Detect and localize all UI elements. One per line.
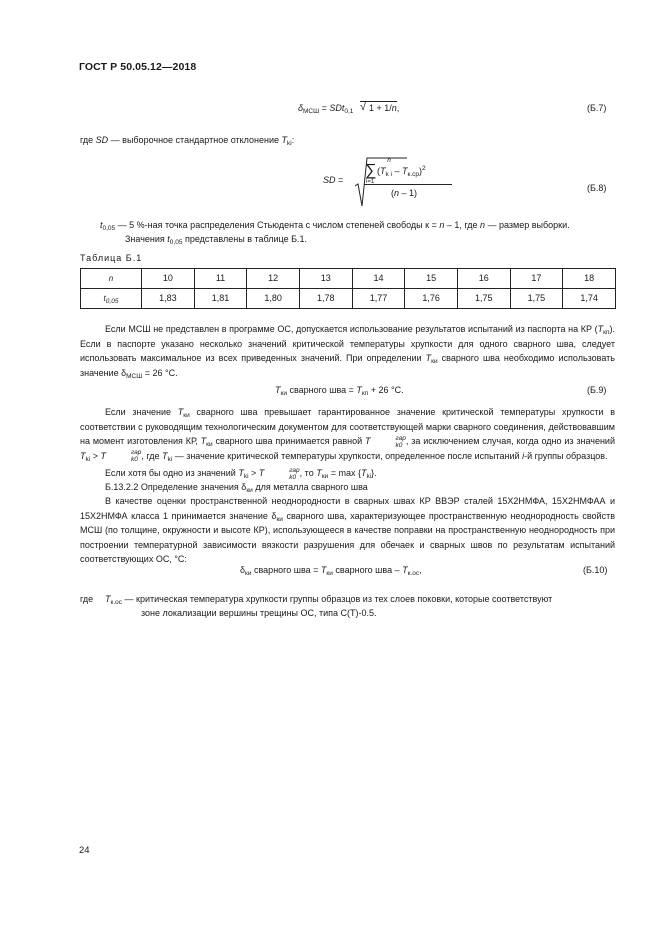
equation-b8-numerator: $(T_{k i} - T_{к.ср})^2$ [377,165,426,178]
page-number: 24 [79,845,90,856]
equation-b8-number: (Б.8) [587,183,607,193]
equation-b7-number: (Б.7) [587,103,607,113]
equation-b7: $\delta_{МСШ} = SDt_{0,1}$ √ 1 + 1/n, [298,101,400,115]
table-cell: 1,81 [194,289,247,309]
equation-b8-lhs: SD = [323,175,344,185]
sum-symbol: ∑ [365,162,377,179]
where-tkos: где [80,594,94,604]
paragraph-msh: Если МСШ не представлен в программе ОС, допускается использование результатов испытаний из паспорта на КР $(T_{кп})$. Если в паспорте указано несколько значений критической температуры хрупкости для одного сварного шва, следует использовать максимальное из всех приведенных значений. При определении $T_{ки}$ сварного шва необходимо использовать значение $\delta_{МСШ} = 26$ °С. [80,324,615,380]
paragraph-quality: В качестве оценки пространственной неоднородности в сварных швах КР ВВЭР сталей 15Х2НМФА, 15Х2НМФАА и 15Х2НМФА класса 1 принимается значение $\delta_{ки}$ сварного шва, характеризующее пространственную неоднородность свойств МСШ (по толщине, окружности и высоте КР), использующееся в качестве поправки на пространственную неоднородность при построении температурной зависимости вязкости разрушения для обечаек и сварных швов по результатам испытаний соответствующих ОС, °С: [80,496,615,564]
table-cell: 1,78 [299,289,352,309]
table-cell: 1,80 [247,289,300,309]
equation-b8-denominator: (n – 1) [391,188,418,198]
table-row-label-n: n [81,269,142,289]
equation-b9-number: (Б.9) [587,385,607,395]
table-row-label-t005: $t_{0,05}$ [81,289,142,309]
table-cell: 1,77 [352,289,405,309]
table-cell: 10 [142,269,195,289]
table-cell: 1,74 [563,289,616,309]
table-cell: 11 [194,269,247,289]
table-cell: 16 [457,269,510,289]
document-header: ГОСТ Р 50.05.12—2018 [79,61,197,73]
table-cell: 13 [299,269,352,289]
equation-b9: $T_{ки}$ сварного шва = $T_{кп} + 26$ °С. [275,385,404,397]
sqrt-radicand: √ 1 + 1/n [359,101,397,113]
table-cell: 14 [352,269,405,289]
table-cell: 1,75 [457,289,510,309]
table-cell: 17 [510,269,563,289]
fraction-bar [364,184,452,185]
table-cell: 1,83 [142,289,195,309]
section-b13-2-2: Б.13.2.2 Определение значения $\delta_{ки}$ для металла сварного шва [105,482,368,494]
table-cell: 1,76 [405,289,458,309]
sum-upper: n [387,157,391,164]
tkos-definition: $T_{к.ос}$ — критическая температура хрупкости группы образцов из тех слоев поковки, которые соответствуют зоне локализации вершины трещины ОС, типа С(Т)-0.5. [105,594,553,618]
paragraph-exceed: Если значение $T_{ки}$ сварного шва превышает гарантированное значение критической температуры хрупкости в соответствии с руководящим технологическим документом для соответствующей марки сварного соединения, действовавшим на момент изготовления КР, $T_{ки}$ сварного шва принимается равной T гар k0 , за исключением случая, когда одно из значений $T_{ki} > T$ гар k0 , где $T_{ki}$ — значение критической температуры хрупкости, определенное после испытаний i-й группы образцов. [80,407,615,464]
table-cell: 1,75 [510,289,563,309]
table-cell: 18 [563,269,616,289]
table-row [81,269,616,289]
paragraph-if-one: Если хотя бы одно из значений $T_{ki} > T$ гар k0 , то $T_{ки} = \max \{T_{ki}\}$. [105,466,377,481]
sd-definition: где SD — выборочное стандартное отклонение $T_{ki}$: [80,135,295,147]
t005-definition: $t_{0,05}$ — 5 %-ная точка распределения Стьюдента с числом степеней свободы к = n – 1, где n — размер выборки. Значения $t_{0,05}$ представлены в таблице Б.1. [100,220,570,246]
table-caption: Таблица Б.1 [80,253,143,263]
table-b1 [80,268,616,309]
table-cell: 15 [405,269,458,289]
equation-b10: $\delta_{ки}$ сварного шва = $T_{ки}$ сварного шва – $T_{к.ос}$, [240,565,422,577]
equation-b10-number: (Б.10) [583,565,608,575]
table-cell: 12 [247,269,300,289]
table-row [81,289,616,309]
sum-lower: i=1 [366,179,375,185]
